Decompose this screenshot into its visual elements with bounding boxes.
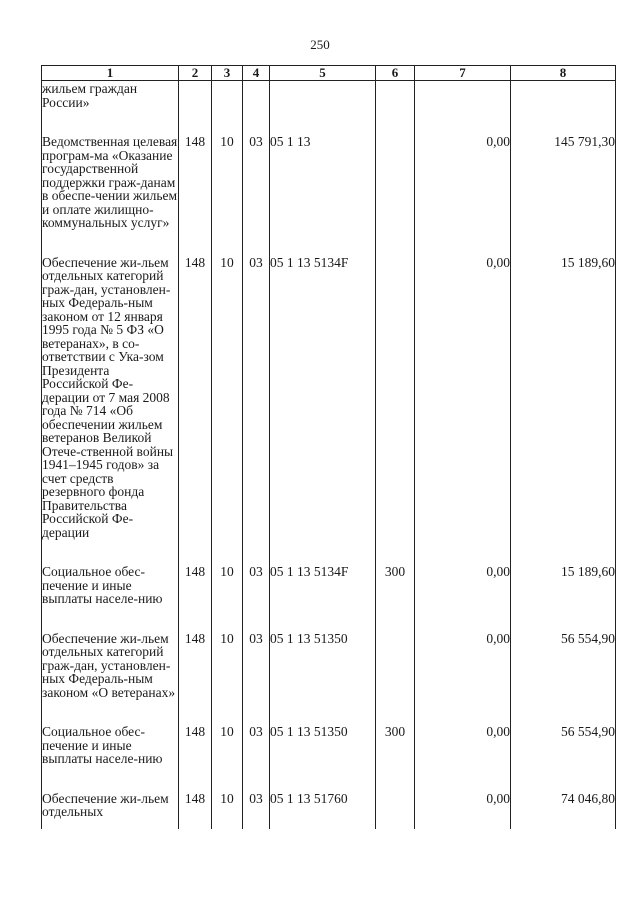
page-number: 250: [310, 37, 330, 52]
cell-subsection: 03: [243, 628, 270, 722]
table-row: [42, 721, 616, 788]
row-name: Ведомственная целевая програм-ма «Оказание государственной поддержки граж-данам в обеспе-чении жильем и оплате жилищно-коммунальных услуг»: [42, 131, 179, 252]
cell-expense-type: [376, 81, 415, 132]
cell-amount-7: [415, 81, 511, 132]
table-row: [42, 252, 616, 562]
column-header-7: 7: [415, 66, 511, 81]
cell-expense-type: [376, 131, 415, 252]
table-row: [42, 81, 616, 132]
row-name: Социальное обес-печение и иные выплаты населе-нию: [42, 721, 179, 788]
table-row: [42, 131, 616, 252]
cell-target-article: 05 1 13: [270, 131, 376, 252]
row-name: жильем граждан России»: [42, 81, 179, 132]
cell-amount-7: 0,00: [415, 252, 511, 562]
cell-ministry: 148: [179, 788, 212, 829]
cell-subsection: 03: [243, 721, 270, 788]
cell-amount-7: 0,00: [415, 628, 511, 722]
cell-expense-type: [376, 252, 415, 562]
cell-expense-type: 300: [376, 561, 415, 628]
cell-expense-type: 300: [376, 721, 415, 788]
row-name: Обеспечение жи-льем отдельных категорий граж-дан, установлен-ных Федераль-ным законом от 12 января 1995 года № 5 ФЗ «О ветеранах», в со-ответствии с Ука-зом Президента Российской Фе-дерации от 7 мая 2008 года № 714 «Об обеспечении жильем ветеранов Великой Отече-ственной войны 1941–1945 годов» за счет средств резервного фонда Правительства Российской Фе-дерации: [42, 252, 179, 562]
cell-section: 10: [212, 561, 243, 628]
cell-amount-7: 0,00: [415, 788, 511, 829]
budget-table: [41, 65, 616, 829]
cell-subsection: 03: [243, 131, 270, 252]
column-header-3: 3: [212, 66, 243, 81]
cell-ministry: [179, 81, 212, 132]
cell-ministry: 148: [179, 561, 212, 628]
cell-amount-8: 145 791,30: [511, 131, 616, 252]
cell-amount-8: 15 189,60: [511, 252, 616, 562]
cell-ministry: 148: [179, 628, 212, 722]
cell-section: [212, 81, 243, 132]
cell-section: 10: [212, 721, 243, 788]
table-row: [42, 561, 616, 628]
column-header-2: 2: [179, 66, 212, 81]
cell-target-article: 05 1 13 51350: [270, 628, 376, 722]
cell-ministry: 148: [179, 131, 212, 252]
cell-subsection: 03: [243, 252, 270, 562]
table-header-row: [42, 66, 616, 81]
row-name: Социальное обес-печение и иные выплаты населе-нию: [42, 561, 179, 628]
cell-target-article: [270, 81, 376, 132]
cell-amount-8: 56 554,90: [511, 721, 616, 788]
cell-section: 10: [212, 131, 243, 252]
row-name: Обеспечение жи-льем отдельных категорий граж-дан, установлен-ных Федераль-ным законом «О ветеранах»: [42, 628, 179, 722]
cell-section: 10: [212, 628, 243, 722]
cell-amount-8: 56 554,90: [511, 628, 616, 722]
column-header-4: 4: [243, 66, 270, 81]
cell-amount-7: 0,00: [415, 721, 511, 788]
cell-target-article: 05 1 13 5134F: [270, 252, 376, 562]
cell-subsection: [243, 81, 270, 132]
cell-ministry: 148: [179, 721, 212, 788]
column-header-8: 8: [511, 66, 616, 81]
cell-section: 10: [212, 252, 243, 562]
row-name: Обеспечение жи-льем отдельных: [42, 788, 179, 829]
cell-subsection: 03: [243, 561, 270, 628]
cell-subsection: 03: [243, 788, 270, 829]
cell-target-article: 05 1 13 51350: [270, 721, 376, 788]
column-header-1: 1: [42, 66, 179, 81]
column-header-6: 6: [376, 66, 415, 81]
cell-ministry: 148: [179, 252, 212, 562]
cell-amount-8: [511, 81, 616, 132]
table-row: [42, 628, 616, 722]
cell-amount-7: 0,00: [415, 561, 511, 628]
cell-section: 10: [212, 788, 243, 829]
cell-target-article: 05 1 13 5134F: [270, 561, 376, 628]
column-header-5: 5: [270, 66, 376, 81]
table-row: [42, 788, 616, 829]
cell-amount-7: 0,00: [415, 131, 511, 252]
cell-amount-8: 74 046,80: [511, 788, 616, 829]
cell-expense-type: [376, 628, 415, 722]
cell-amount-8: 15 189,60: [511, 561, 616, 628]
cell-expense-type: [376, 788, 415, 829]
cell-target-article: 05 1 13 51760: [270, 788, 376, 829]
